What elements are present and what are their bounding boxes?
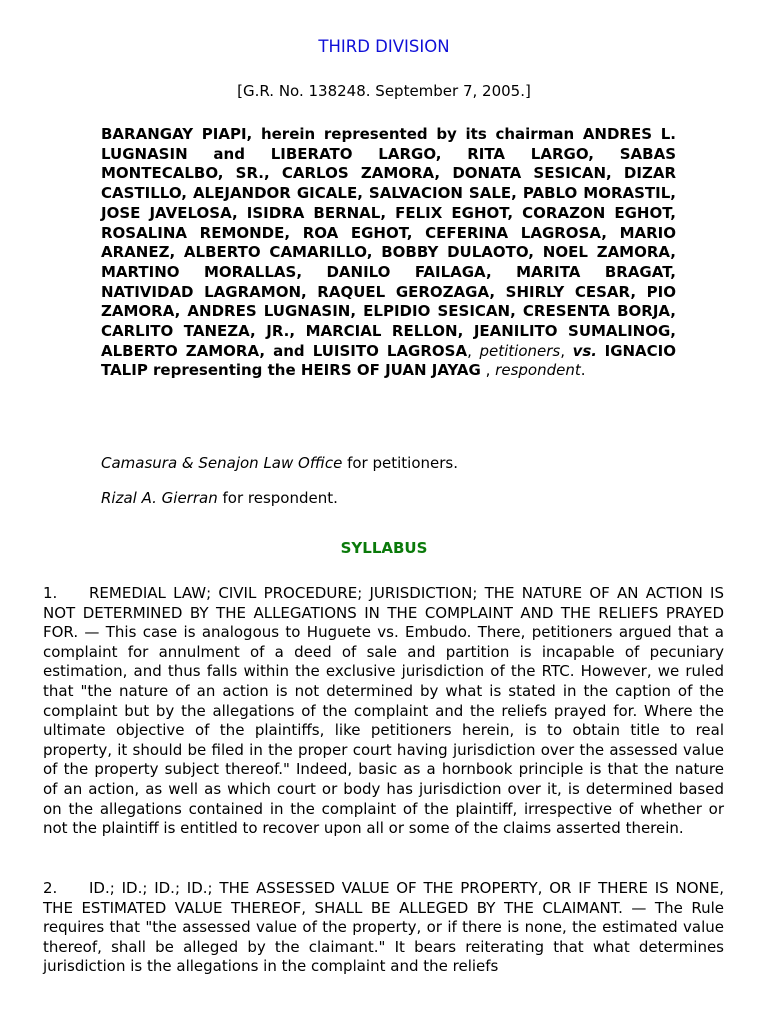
syllabus-item-text: REMEDIAL LAW; CIVIL PROCEDURE; JURISDICTION; THE NATURE OF AN ACTION IS NOT DETERMINED BY THE ALLEGATIONS IN THE COMPLAINT AND THE RELIEFS PRAYED FOR. — This case is analogous to Huguete vs. Embudo. There, petitioners argued that a complaint for annulment of a deed of sale and partition is incapable of pecuniary estimation, and thus falls within the exclusive jurisdiction of the RTC. However, we ruled that "the nature of an action is not determined by what is stated in the caption of the complaint but by the allegations of the complaint and the reliefs prayed for. Where the ultimate objective of the plaintiffs, like petitioners herein, is to obtain title to real property, it should be filed in the proper court having jurisdiction over the assessed value of the property subject thereof." Indeed, basic as a hornbook principle is that the nature of an action, as well as which court or body has jurisdiction over it, is determined based on the allegations contained in the complaint of the plaintiff, irrespective of whether or not the plaintiff is entitled to recover upon all or some of the claims asserted therein. [43,584,724,838]
respondent-label: respondent [495,361,581,380]
counsel-name: Camasura & Senajon Law Office [101,454,343,472]
parties-separator: , [467,341,480,360]
counsel-petitioners [101,454,701,473]
petitioners-names: BARANGAY PIAPI, herein represented by its chairman ANDRES L. LUGNASIN and LIBERATO LARGO, RITA LARGO, SABAS MONTECALBO, SR., CARLOS ZAMORA, DONATA SESICAN, DIZAR CASTILLO, ALEJANDOR GICALE, SALVACION SALE, PABLO MORASTIL, JOSE JAVELOSA, ISIDRA BERNAL, FELIX EGHOT, CORAZON EGHOT, ROSALINA REMONDE, ROA EGHOT, CEFERINA LAGROSA, MARIO ARANEZ, ALBERTO CAMARILLO, BOBBY DULAOTO, NOEL ZAMORA, MARTINO MORALLAS, DANILO FAILAGA, MARITA BRAGAT, NATIVIDAD LAGRAMON, RAQUEL GEROZAGA, SHIRLY CESAR, PIO ZAMORA, ANDRES LUGNASIN, ELPIDIO SESICAN, CRESENTA BORJA, CARLITO TANEZA, JR., MARCIAL RELLON, JEANILITO SUMALINOG, ALBERTO ZAMORA, and LUISITO LAGROSA [101,125,676,360]
counsel-name: Rizal A. Gierran [101,489,218,507]
syllabus-heading: SYLLABUS [340,539,428,557]
syllabus-item-number: 1. [43,584,58,602]
petitioners-label: petitioners [479,341,561,360]
case-parties [101,125,676,381]
counsel-respondent [101,489,701,508]
syllabus-item [43,879,724,977]
parties-separator: , [560,341,573,360]
counsel-role: for respondent. [217,489,338,507]
syllabus-item-number: 2. [43,879,58,897]
syllabus-item-text: ID.; ID.; ID.; ID.; THE ASSESSED VALUE OF THE PROPERTY, OR IF THERE IS NONE, THE ESTIMATED VALUE THEREOF, SHALL BE ALLEGED BY THE CLAIMANT. — The Rule requires that "the assessed value of the property, or if there is none, the estimated value thereof, shall be alleged by the claimant." It bears reiterating that what determines jurisdiction is the allegations in the complaint and the reliefs [43,879,724,976]
parties-separator: , [480,361,496,380]
counsel-role: for petitioners. [342,454,458,472]
versus-label: vs. [572,341,597,360]
case-number: [G.R. No. 138248. September 7, 2005.] [237,82,531,100]
respondent-names: IGNACIO TALIP representing the HEIRS OF JUAN JAYAG [101,341,677,380]
parties-end: . [580,361,586,380]
division-heading[interactable]: THIRD DIVISION [318,37,450,56]
syllabus-item [43,584,724,839]
